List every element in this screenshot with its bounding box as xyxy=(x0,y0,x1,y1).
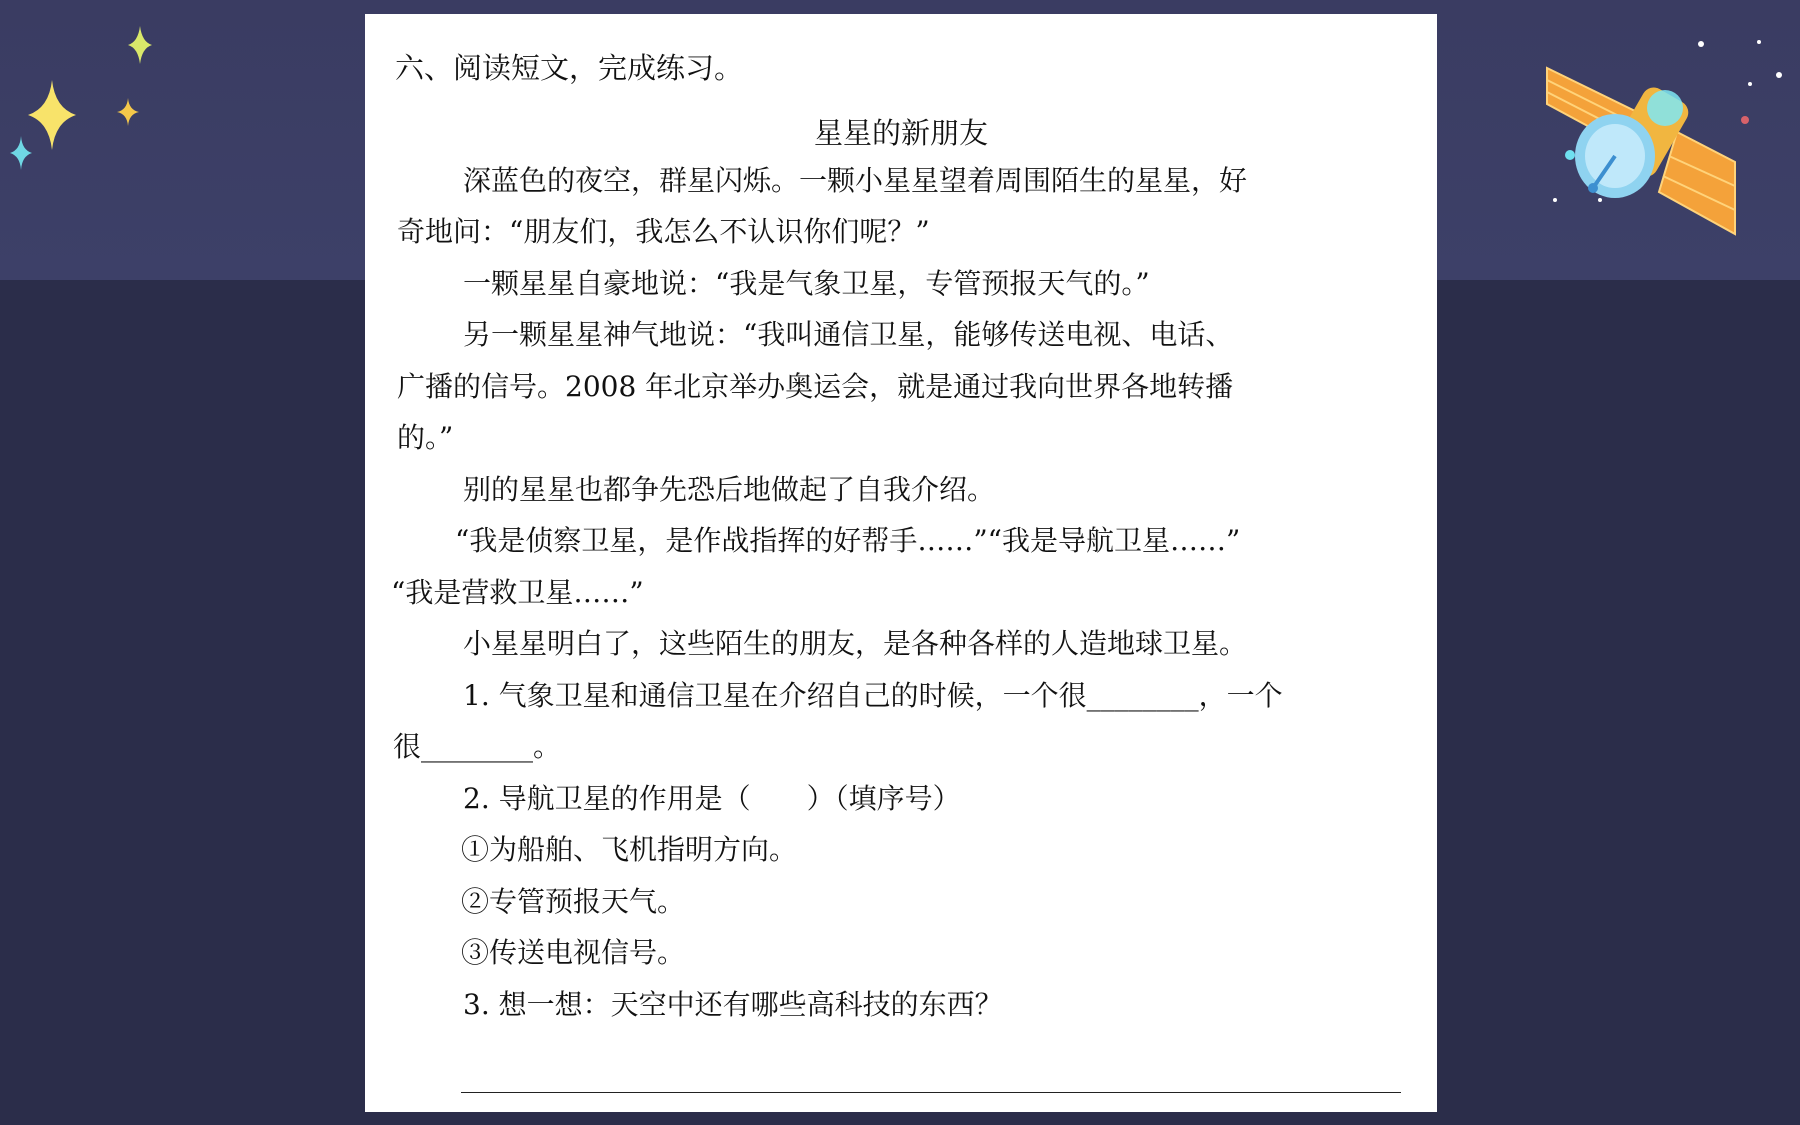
paragraph-line: 别的星星也都争先恐后地做起了自我介绍。 xyxy=(463,473,996,506)
section-heading: 六、阅读短文，完成练习。 xyxy=(395,51,744,85)
paragraph-line: 的。” xyxy=(397,421,454,454)
paragraph-line: 另一颗星星神气地说：“我叫通信卫星，能够传送电视、电话、 xyxy=(463,318,1234,351)
paragraph-line: “我是营救卫星……” xyxy=(391,576,644,609)
sparkle-stars-icon xyxy=(0,20,170,180)
question-line: 1. 气象卫星和通信卫星在介绍自己的时候，一个很________，一个 xyxy=(463,679,1283,712)
option-line: ①为船舶、飞机指明方向。 xyxy=(461,833,798,866)
paragraph-line: “我是侦察卫星，是作战指挥的好帮手……”“我是导航卫星……” xyxy=(455,524,1241,557)
question-line: 很________。 xyxy=(393,730,562,763)
satellite-icon xyxy=(1465,20,1800,250)
option-line: ③传送电视信号。 xyxy=(461,936,686,969)
paragraph-line: 小星星明白了，这些陌生的朋友，是各种各样的人造地球卫星。 xyxy=(463,627,1248,660)
paragraph-line: 广播的信号。2008 年北京举办奥运会，就是通过我向世界各地转播 xyxy=(397,370,1234,403)
paragraph-line: 一颗星星自豪地说：“我是气象卫星，专管预报天气的。” xyxy=(463,267,1150,300)
answer-blank-line xyxy=(461,1092,1401,1093)
question-line: 3. 想一想：天空中还有哪些高科技的东西？ xyxy=(463,988,1003,1021)
option-line: ②专管预报天气。 xyxy=(461,885,686,918)
worksheet-page xyxy=(365,14,1437,1112)
paragraph-line: 奇地问：“朋友们，我怎么不认识你们呢？” xyxy=(397,215,930,248)
question-line: 2. 导航卫星的作用是（ ）（填序号） xyxy=(463,782,961,815)
paragraph-line: 深蓝色的夜空，群星闪烁。一颗小星星望着周围陌生的星星，好 xyxy=(463,164,1248,197)
story-title: 星星的新朋友 xyxy=(813,116,988,150)
